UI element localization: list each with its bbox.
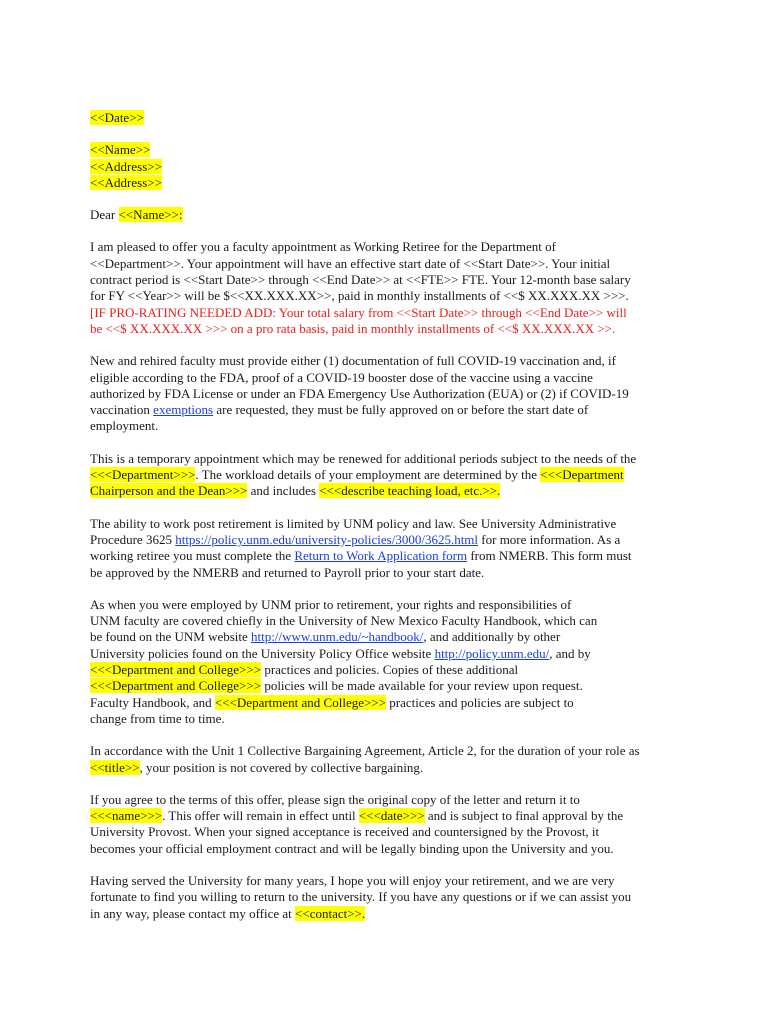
address-block <box>90 142 680 191</box>
text-line: authorized by FDA License or under an FDA Emergency Use Authorization (EUA) or (2) if COVID-19 <box>90 385 629 401</box>
text-line: be approved by the NMERB and returned to Payroll prior to your start date. <box>90 564 485 580</box>
text-line: fortunate to find you willing to return to the university. If you have any questions or if we can assist you <box>90 889 632 905</box>
exemptions-link[interactable]: exemptions <box>153 402 214 418</box>
contact-placeholder: <<contact>>. <box>295 905 366 921</box>
paragraph-bargaining: In accordance with the Unit 1 Collective Bargaining Agreement, Article 2, for the duration of your role as <<title>>, your position is not covered by collective bargaining. <box>90 743 680 776</box>
paragraph-closing: Having served the University for many years, I hope you will enjoy your retirement, and we are very fortunate to find you willing to return to the university. If you have any questions or if we can assist you in any way, please contact my office at <<contact>>. <box>90 873 680 922</box>
text-line: Having served the University for many years, I hope you will enjoy your retirement, and we are very <box>90 872 615 888</box>
text-line: UNM faculty are covered chiefly in the University of New Mexico Faculty Handbook, which can <box>90 613 598 629</box>
paragraph-rights: As when you were employed by UNM prior to retirement, your rights and responsibilities of UNM faculty are covered chiefly in the University of New Mexico Faculty Handbook, which can be found on the UNM website http://www.unm.edu/~handbook/, and additionally by other University policies found on the University Policy Office website http://policy.unm.edu/, and by <<<Department and College>>> practices and policies. Copies of these additional <<<Department and College>>> policies will be made available for your review upon request. Faculty Handbook, and <<<Department and College>>> practices and policies are subject to change from time to time. <box>90 597 680 727</box>
text-line: In accordance with the Unit 1 Collective Bargaining Agreement, Article 2, for the duration of your role as <box>90 743 640 759</box>
return-to-work-form-link[interactable]: Return to Work Application form <box>294 548 468 564</box>
salutation-name: <<Name>>: <box>118 207 183 223</box>
policy-office-link[interactable]: http://policy.unm.edu/ <box>434 645 550 661</box>
name-placeholder: <<<name>>> <box>90 808 163 824</box>
salutation <box>90 207 680 223</box>
chair-placeholder: <<<Department <box>540 467 624 483</box>
paragraph-offer <box>90 239 680 337</box>
text-line: New and rehired faculty must provide either (1) documentation of full COVID-19 vaccination and, if <box>90 353 616 369</box>
department-college-placeholder: <<<Department and College>>> <box>214 694 386 710</box>
text-line: I am pleased to offer you a faculty appointment as Working Retiree for the Department of <box>90 239 556 255</box>
paragraph-temporary: This is a temporary appointment which may be renewed for additional periods subject to the needs of the <<<Department>>>. The workload details of your employment are determined by the <<<Department Chairperson and the Dean>>> and includes <<<describe teaching load, etc.>>. <box>90 451 680 500</box>
text-line: change from time to time. <box>90 710 225 726</box>
recipient-name: <<Name>> <box>90 142 151 158</box>
prorating-note: be <<$ XX.XXX.XX >>> on a pro rata basis, paid in monthly installments of <<$ XX.XXX.XX >>. <box>90 320 616 336</box>
paragraph-acceptance: If you agree to the terms of this offer, please sign the original copy of the letter and return it to <<<name>>>. This offer will remain in effect until <<<date>>> and is subject to final approval by the University Provost. When your signed acceptance is received and countersigned by the Provost, it becomes your official employment contract and will be legally binding upon the University and you. <box>90 792 680 857</box>
text-line: This is a temporary appointment which may be renewed for additional periods subject to the needs of the <box>90 450 637 466</box>
teaching-load-placeholder: <<<describe teaching load, etc.>>. <box>319 483 501 499</box>
text-line: for FY <<Year>> will be $<<XX.XXX.XX>>, paid in monthly installments of <<$ XX.XXX.XX >>>. <box>90 288 629 304</box>
recipient-address-2: <<Address>> <box>90 174 162 190</box>
recipient-address-1: <<Address>> <box>90 158 162 174</box>
chair-placeholder: Chairperson and the Dean>>> <box>90 483 248 499</box>
department-college-placeholder: <<<Department and College>>> <box>90 662 262 678</box>
department-placeholder: <<<Department>>> <box>90 467 196 483</box>
handbook-link[interactable]: http://www.unm.edu/~handbook/ <box>251 629 424 645</box>
text-line: contract period is <<Start Date>> through <<End Date>> at <<FTE>> FTE. Your 12-month base salary <box>90 272 631 288</box>
date-block <box>90 110 680 126</box>
department-college-placeholder: <<<Department and College>>> <box>90 678 262 694</box>
paragraph-post-retirement: The ability to work post retirement is limited by UNM policy and law. See University Administrative Procedure 3625 https://policy.unm.edu/university-policies/3000/3625.html for more information. As a working retiree you must complete the Return to Work Application form from NMERB. This form must be approved by the NMERB and returned to Payroll prior to your start date. <box>90 516 680 581</box>
salutation-prefix: Dear <box>90 207 119 223</box>
title-placeholder: <<title>> <box>90 759 140 775</box>
text-line: University Provost. When your signed acceptance is received and countersigned by the Provost, it <box>90 824 600 840</box>
text-line: <<Department>>. Your appointment will have an effective start date of <<Start Date>>. Your initial <box>90 255 611 271</box>
date-placeholder: <<<date>>> <box>358 808 425 824</box>
text-line: eligible according to the FDA, proof of a COVID-19 booster dose of the vaccine using a vaccine <box>90 369 593 385</box>
text-line: The ability to work post retirement is limited by UNM policy and law. See University Administrative <box>90 515 617 531</box>
prorating-note: [IF PRO-RATING NEEDED ADD: Your total salary from <<Start Date>> through <<End Date>> will <box>90 304 627 320</box>
paragraph-covid: New and rehired faculty must provide either (1) documentation of full COVID-19 vaccination and, if eligible according to the FDA, proof of a COVID-19 booster dose of the vaccine using a vaccine authorized by FDA License or under an FDA Emergency Use Authorization (EUA) or (2) if COVID-19 vaccination exemptions are requested, they must be fully approved on or before the start date of employment. <box>90 353 680 434</box>
text-line: As when you were employed by UNM prior to retirement, your rights and responsibilities of <box>90 596 572 612</box>
text-line: If you agree to the terms of this offer, please sign the original copy of the letter and return it to <box>90 791 580 807</box>
text-line: employment. <box>90 418 159 434</box>
date-placeholder: <<Date>> <box>90 110 144 125</box>
text-line: becomes your official employment contract and will be legally binding upon the University and you. <box>90 840 614 856</box>
policy-3625-link[interactable]: https://policy.unm.edu/university-policies/3000/3625.html <box>175 531 479 547</box>
